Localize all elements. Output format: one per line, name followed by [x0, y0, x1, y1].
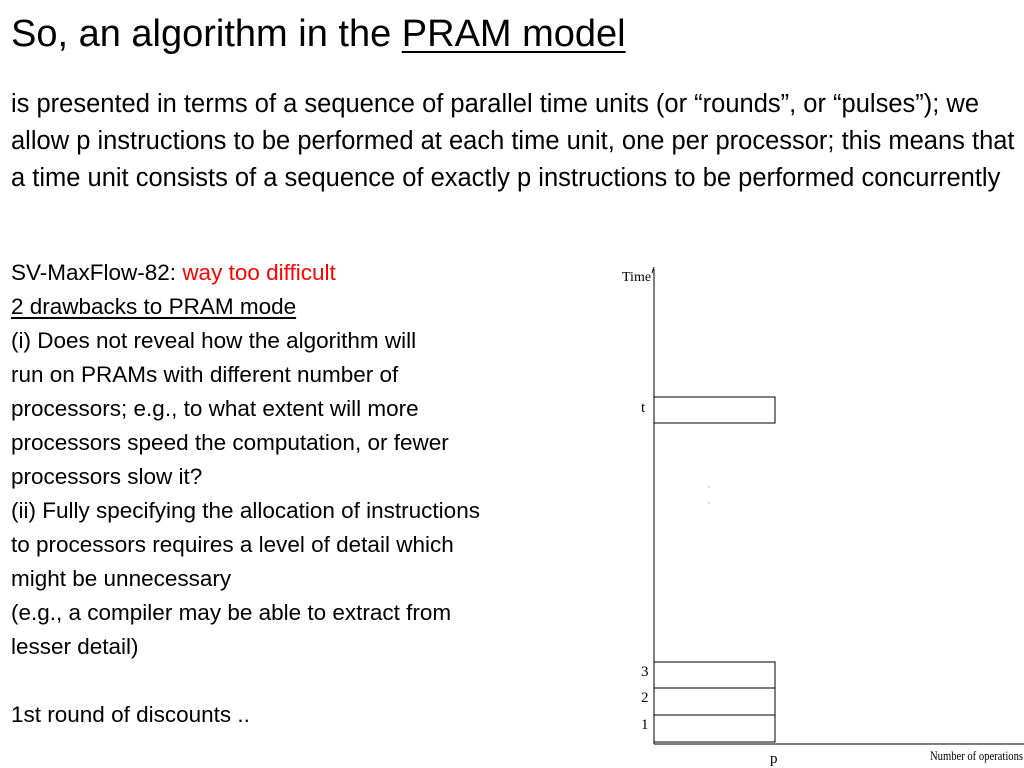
ellipsis-dot [708, 502, 709, 503]
footer-text: 1st round of discounts .. [11, 702, 250, 727]
note-red: way too difficult [182, 260, 336, 285]
ellipsis-dot [708, 486, 709, 487]
body-line: might be unnecessary [11, 566, 232, 591]
body-line: lesser detail) [11, 634, 139, 659]
time-unit-box-t [654, 397, 775, 423]
body-line: (ii) Fully specifying the allocation of instructions [11, 498, 480, 523]
y-axis-label: Time [622, 270, 652, 285]
body-line: to processors requires a level of detail which [11, 532, 454, 557]
x-axis-label: Number of operations [930, 748, 1023, 763]
body-text [11, 256, 611, 732]
title-link[interactable]: PRAM model [401, 13, 626, 55]
row-label-1: 1 [641, 717, 649, 733]
body-line: run on PRAMs with different number of [11, 362, 399, 387]
body-line: processors slow it? [11, 464, 203, 489]
slide-title [11, 10, 626, 58]
time-unit-box-3 [654, 662, 775, 688]
drawbacks-heading: 2 drawbacks to PRAM mode [11, 294, 297, 319]
title-prefix: So, an algorithm in the [11, 13, 402, 55]
body-line: (i) Does not reveal how the algorithm will [11, 328, 417, 353]
time-unit-box-1 [654, 715, 775, 742]
row-label-2: 2 [641, 690, 649, 706]
x-tick-label-p: p [770, 751, 778, 767]
intro-paragraph: is presented in terms of a sequence of parallel time units (or “rounds”, or “pulses”); we allow p instructions to be performed at each time unit, one per processor; this means that a time unit consists of a sequence of exactly p instructions to be performed concurrently [11, 90, 1015, 192]
pram-time-diagram [600, 255, 1024, 768]
body-line: processors; e.g., to what extent will more [11, 396, 419, 421]
time-unit-box-2 [654, 688, 775, 715]
body-line: processors speed the computation, or fewer [11, 430, 449, 455]
maxflow-note: SV-MaxFlow-82: way too difficult [11, 260, 336, 285]
body-line: (e.g., a compiler may be able to extract from [11, 600, 452, 625]
row-label-3: 3 [641, 664, 649, 680]
row-label-t: t [641, 400, 646, 416]
spacer [11, 664, 611, 698]
